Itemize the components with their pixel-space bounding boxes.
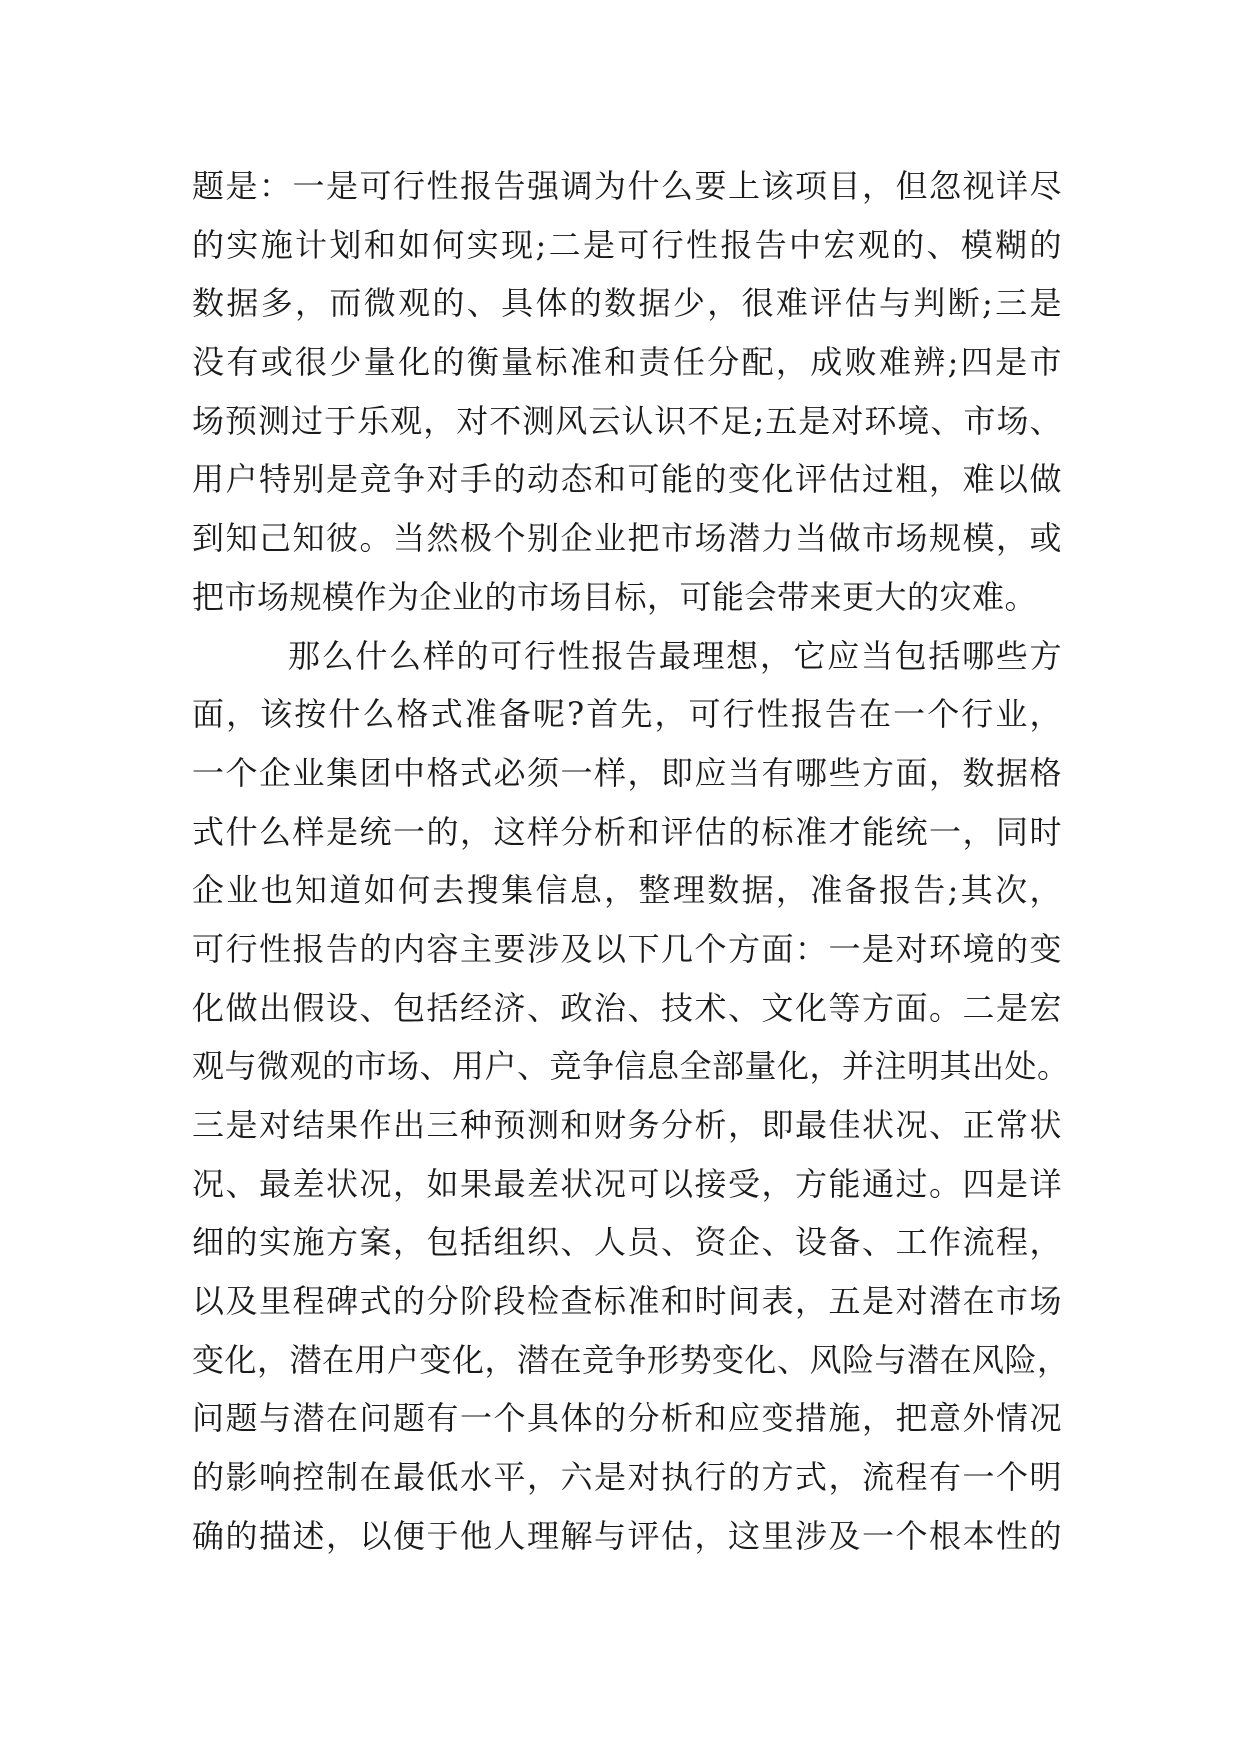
- text-line: 细的实施方案，包括组织、人员、资企、设备、工作流程，: [192, 1223, 1062, 1262]
- text-line: 况、最差状况，如果最差状况可以接受，方能通过。四是详: [192, 1164, 1062, 1203]
- text-line: 的影响控制在最低水平，六是对执行的方式，流程有一个明: [192, 1458, 1062, 1497]
- text-line: 用户特别是竞争对手的动态和可能的变化评估过粗，难以做: [192, 460, 1062, 499]
- paragraph-end-line: 把市场规模作为企业的市场目标，可能会带来更大的灾难。: [192, 577, 1038, 616]
- text-line: 数据多，而微观的、具体的数据少，很难评估与判断;三是: [192, 284, 1062, 323]
- text-line: 确的描述，以便于他人理解与评估，这里涉及一个根本性的: [192, 1516, 1062, 1555]
- text-line: 问题与潜在问题有一个具体的分析和应变措施，把意外情况: [192, 1399, 1062, 1438]
- text-line: 题是：一是可行性报告强调为什么要上该项目，但忽视详尽: [192, 167, 1062, 205]
- body-text: [192, 157, 1070, 1566]
- text-line: 可行性报告的内容主要涉及以下几个方面：一是对环境的变: [192, 929, 1062, 968]
- paragraph-first-line: 那么什么样的可行性报告最理想，它应当包括哪些方: [288, 636, 1062, 675]
- text-line: 观与微观的市场、用户、竞争信息全部量化，并注明其出处。: [192, 1047, 1070, 1086]
- text-line: 化做出假设、包括经济、政治、技术、文化等方面。二是宏: [192, 988, 1062, 1027]
- text-line: 一个企业集团中格式必须一样，即应当有哪些方面，数据格: [192, 753, 1062, 792]
- text-line: 式什么样是统一的，这样分析和评估的标准才能统一，同时: [192, 812, 1062, 851]
- text-line: 以及里程碑式的分阶段检查标准和时间表，五是对潜在市场: [192, 1282, 1062, 1321]
- text-line: 面，该按什么格式准备呢?首先，可行性报告在一个行业，: [192, 695, 1062, 734]
- text-line: 场预测过于乐观，对不测风云认识不足;五是对环境、市场、: [192, 401, 1062, 440]
- text-line: 到知己知彼。当然极个别企业把市场潜力当做市场规模，或: [192, 519, 1062, 558]
- text-line: 的实施计划和如何实现;二是可行性报告中宏观的、模糊的: [192, 225, 1062, 264]
- text-line: 没有或很少量化的衡量标准和责任分配，成败难辨;四是市: [192, 343, 1062, 382]
- text-line: 企业也知道如何去搜集信息，整理数据，准备报告;其次，: [192, 871, 1062, 910]
- text-line: 三是对结果作出三种预测和财务分析，即最佳状况、正常状: [192, 1106, 1062, 1144]
- text-line: 变化，潜在用户变化，潜在竞争形势变化、风险与潜在风险，: [192, 1340, 1070, 1379]
